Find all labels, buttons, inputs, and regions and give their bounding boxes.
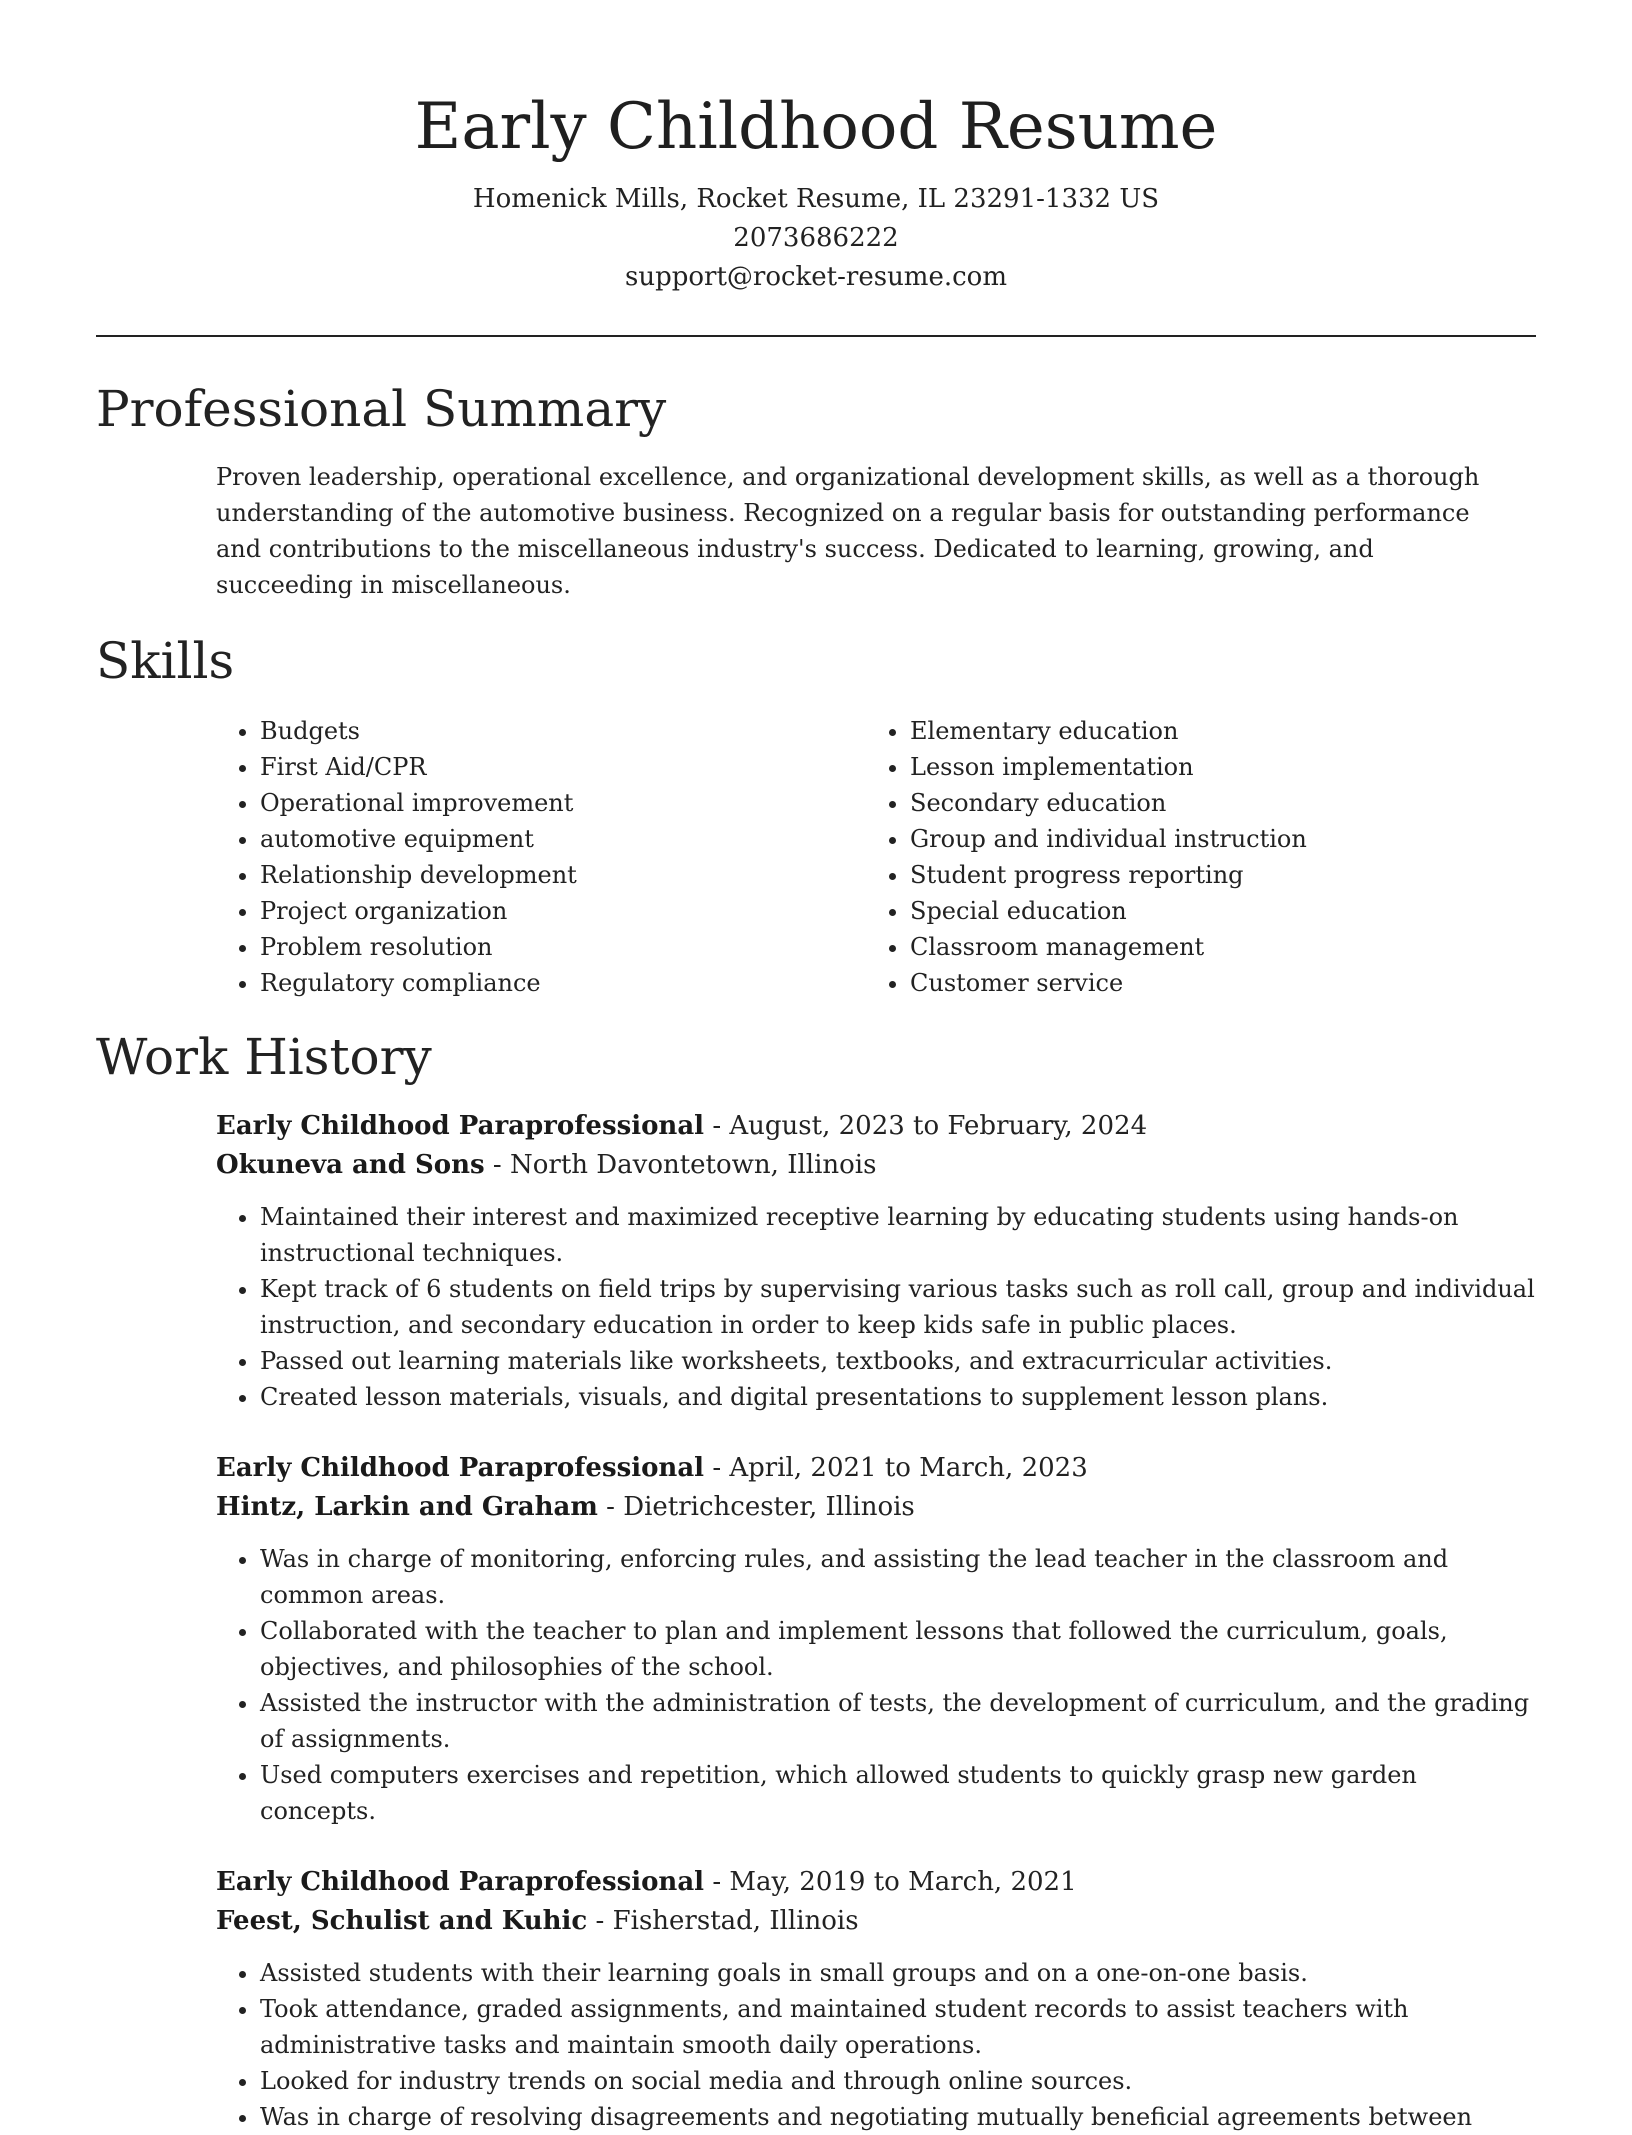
job-company: Hintz, Larkin and Graham: [216, 1492, 598, 1522]
job-duty-item: • Created lesson materials, visuals, and digital presentations to supplement lesson plans.: [260, 1379, 1536, 1415]
job-title: Early Childhood Paraprofessional: [216, 1867, 705, 1897]
skill-item: • Regulatory compliance: [260, 965, 866, 1001]
skills-column-right: [866, 713, 1516, 1001]
job-duties: [216, 1199, 1536, 1415]
skill-item: • Elementary education: [910, 713, 1516, 749]
job-entry: [216, 1449, 1536, 1829]
job-duty-item: • Passed out learning materials like worksheets, textbooks, and extracurricular activities.: [260, 1343, 1536, 1379]
job-dates: May, 2019 to March, 2021: [729, 1867, 1077, 1897]
contact-email: support@rocket-resume.com: [624, 262, 1007, 292]
resume-title: Early Childhood Resume: [414, 90, 1218, 164]
job-entry: [216, 1863, 1536, 2135]
job-dates: August, 2023 to February, 2024: [729, 1111, 1148, 1141]
skill-item: • Classroom management: [910, 929, 1516, 965]
contact-block: [96, 180, 1536, 297]
job-duty-item: • Maintained their interest and maximized receptive learning by educating students using hands-on instructional techniques.: [260, 1199, 1536, 1271]
skill-item: • Problem resolution: [260, 929, 866, 965]
summary-heading: Professional Summary: [96, 380, 667, 438]
job-duty-item: • Took attendance, graded assignments, and maintained student records to assist teachers with administrative tasks and maintain smooth daily operations.: [260, 1991, 1536, 2063]
job-company-line: Feest, Schulist and Kuhic - Fisherstad, Illinois: [216, 1906, 859, 1936]
job-duty-item: • Kept track of 6 students on field trips by supervising various tasks such as roll call, group and individual instruction, and secondary education in order to keep kids safe in public places.: [260, 1271, 1536, 1343]
skill-item: • Group and individual instruction: [910, 821, 1516, 857]
job-company-line: Hintz, Larkin and Graham - Dietrichcester, Illinois: [216, 1492, 915, 1522]
job-title: Early Childhood Paraprofessional: [216, 1111, 705, 1141]
job-title: Early Childhood Paraprofessional: [216, 1453, 705, 1483]
job-title-line: Early Childhood Paraprofessional - May, 2019 to March, 2021: [216, 1867, 1077, 1897]
contact-phone: 2073686222: [733, 223, 899, 253]
job-company: Feest, Schulist and Kuhic: [216, 1906, 588, 1936]
job-entry: [216, 1107, 1536, 1415]
job-title-line: Early Childhood Paraprofessional - August, 2023 to February, 2024: [216, 1111, 1148, 1141]
job-location: Fisherstad, Illinois: [612, 1906, 859, 1936]
skill-item: • Secondary education: [910, 785, 1516, 821]
job-company: Okuneva and Sons: [216, 1150, 485, 1180]
summary-text: Proven leadership, operational excellence, and organizational development skills, as well as a thorough understanding of the automotive business. Recognized on a regular basis for outstanding performance and contributions to the miscellaneous industry's success. Dedicated to learning, growing, and succeeding in miscellaneous.: [216, 463, 1480, 599]
job-duty-item: • Assisted students with their learning goals in small groups and on a one-on-one basis.: [260, 1955, 1536, 1991]
skills-list: [216, 713, 1536, 1001]
skills-heading: Skills: [96, 632, 235, 690]
skill-item: • First Aid/CPR: [260, 749, 866, 785]
job-duty-item: • Was in charge of resolving disagreements and negotiating mutually beneficial agreements between: [260, 2099, 1536, 2135]
skill-item: • Operational improvement: [260, 785, 866, 821]
resume-page: [96, 0, 1536, 2135]
job-dates: April, 2021 to March, 2023: [729, 1453, 1088, 1483]
job-company-line: Okuneva and Sons - North Davontetown, Illinois: [216, 1150, 877, 1180]
job-duties: [216, 1541, 1536, 1829]
job-title-line: Early Childhood Paraprofessional - April, 2021 to March, 2023: [216, 1453, 1088, 1483]
skill-item: • Project organization: [260, 893, 866, 929]
job-duty-item: • Looked for industry trends on social media and through online sources.: [260, 2063, 1536, 2099]
job-duty-item: • Collaborated with the teacher to plan and implement lessons that followed the curriculum, goals, objectives, and philosophies of the school.: [260, 1613, 1536, 1685]
job-location: North Davontetown, Illinois: [510, 1150, 877, 1180]
job-duty-item: • Was in charge of monitoring, enforcing rules, and assisting the lead teacher in the classroom and common areas.: [260, 1541, 1536, 1613]
skill-item: • automotive equipment: [260, 821, 866, 857]
skill-item: • Lesson implementation: [910, 749, 1516, 785]
job-location: Dietrichcester, Illinois: [623, 1492, 915, 1522]
header-divider: [96, 335, 1536, 337]
contact-address: Homenick Mills, Rocket Resume, IL 23291-1332 US: [472, 184, 1160, 214]
skill-item: • Student progress reporting: [910, 857, 1516, 893]
work-history-heading: Work History: [96, 1028, 432, 1086]
job-duty-item: • Assisted the instructor with the administration of tests, the development of curriculum, and the grading of assignments.: [260, 1685, 1536, 1757]
job-duties: [216, 1955, 1536, 2135]
job-duty-item: • Used computers exercises and repetition, which allowed students to quickly grasp new garden concepts.: [260, 1757, 1536, 1829]
skill-item: • Relationship development: [260, 857, 866, 893]
skills-column-left: [216, 713, 866, 1001]
skill-item: • Budgets: [260, 713, 866, 749]
skill-item: • Customer service: [910, 965, 1516, 1001]
skill-item: • Special education: [910, 893, 1516, 929]
